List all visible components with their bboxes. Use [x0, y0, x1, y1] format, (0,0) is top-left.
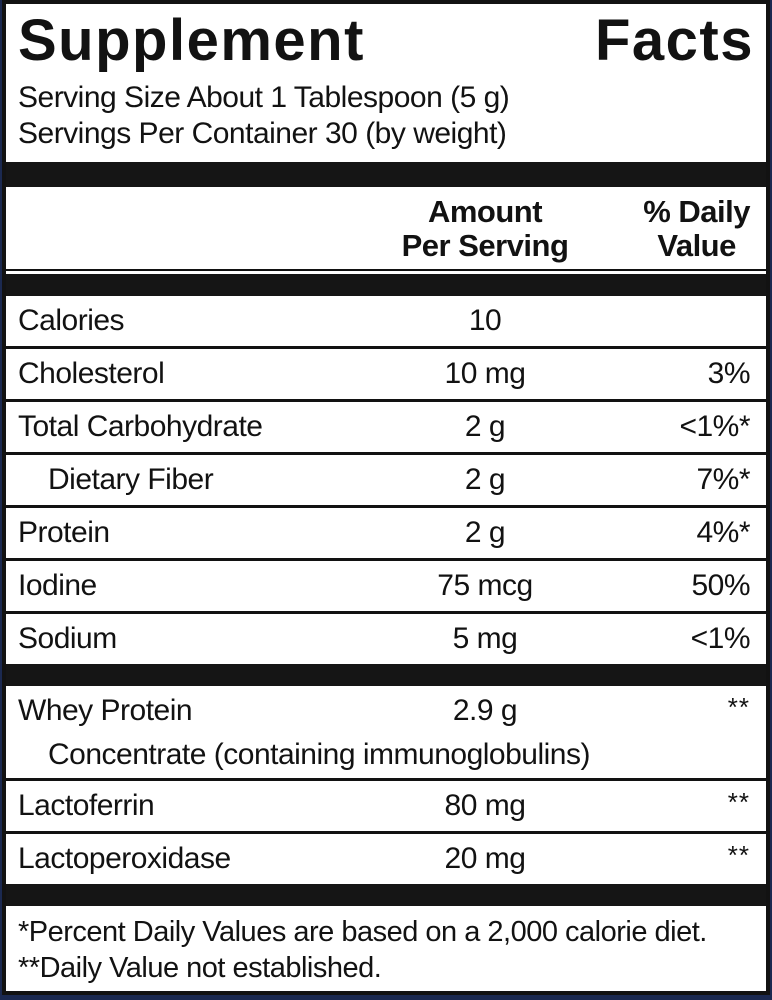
- title-word-left: Supplement: [18, 8, 365, 73]
- servings-per-container-line: Servings Per Container 30 (by weight): [18, 117, 507, 150]
- title-word-right: Facts: [594, 8, 754, 73]
- table-row-sodium: [6, 614, 766, 664]
- nutrient-amount: 2 g: [464, 516, 506, 549]
- column-header-row: [6, 187, 766, 271]
- section-divider-bar: [6, 884, 766, 906]
- nutrient-dv: 50%: [691, 569, 750, 602]
- nutrient-name: Iodine: [18, 569, 97, 602]
- supplement-facts-label: [2, 0, 770, 995]
- amount-per-serving-header: [360, 195, 610, 263]
- nutrient-amount: 5 mg: [452, 622, 518, 655]
- dv-header-line1: % Daily: [643, 194, 750, 229]
- nutrient-amount: 75 mcg: [437, 569, 533, 602]
- nutrient-amount: 20 mg: [444, 842, 526, 875]
- table-row-whey-protein: [6, 686, 766, 781]
- label-title: [6, 4, 766, 74]
- daily-value-header-stack: [643, 195, 750, 263]
- footnote-percent-dv: *Percent Daily Values are based on a 2,000 calorie diet.: [18, 916, 707, 948]
- nutrient-amount: 2 g: [464, 410, 506, 443]
- nutrient-dv: [610, 304, 750, 338]
- nutrient-dv: **: [727, 840, 750, 870]
- table-row-protein: [6, 508, 766, 561]
- table-row-iodine: [6, 561, 766, 614]
- nutrient-dv: 4%*: [696, 516, 750, 549]
- nutrient-name: Sodium: [18, 622, 117, 655]
- table-row-cholesterol: [6, 349, 766, 402]
- column-header-spacer: [18, 195, 360, 263]
- footnote-not-established: **Daily Value not established.: [18, 952, 382, 984]
- nutrient-amount: 10: [468, 304, 502, 337]
- table-row: [6, 686, 766, 736]
- section-divider-bar: [6, 664, 766, 686]
- nutrient-name: Lactoperoxidase: [18, 842, 231, 875]
- nutrient-dv: <1%: [690, 622, 750, 655]
- nutrient-name-continuation: Concentrate (containing immunoglobulins): [48, 738, 590, 771]
- nutrient-name: Protein: [18, 516, 110, 549]
- nutrient-dv: 3%: [707, 357, 750, 390]
- daily-value-header: [610, 195, 750, 263]
- footnotes: [6, 906, 766, 992]
- nutrient-dv: **: [727, 692, 750, 722]
- table-row-lactoferrin: [6, 781, 766, 834]
- nutrient-name: Cholesterol: [18, 357, 165, 390]
- table-row-calories: [6, 296, 766, 349]
- nutrient-dv: <1%*: [679, 410, 750, 443]
- section-divider-bar: [6, 162, 766, 187]
- nutrient-dv: **: [727, 787, 750, 817]
- serving-size-line: Serving Size About 1 Tablespoon (5 g): [18, 81, 510, 114]
- nutrient-name: Calories: [18, 304, 125, 337]
- nutrient-name: Total Carbohydrate: [18, 410, 263, 443]
- nutrient-dv: 7%*: [696, 463, 750, 496]
- serving-info: [6, 74, 766, 162]
- amount-header-line2: Per Serving: [401, 228, 569, 263]
- table-row-dietary-fiber: [6, 455, 766, 508]
- nutrient-amount: 10 mg: [444, 357, 526, 390]
- table-row-lactoperoxidase: [6, 834, 766, 884]
- nutrient-name: Lactoferrin: [18, 789, 155, 822]
- nutrient-amount: 2.9 g: [452, 694, 518, 727]
- nutrient-amount: 80 mg: [444, 789, 526, 822]
- section-divider-bar: [6, 274, 766, 296]
- nutrient-name: Whey Protein: [18, 694, 193, 727]
- table-row-total-carbohydrate: [6, 402, 766, 455]
- amount-header-line1: Amount: [427, 194, 543, 229]
- dv-header-line2: Value: [657, 228, 736, 263]
- nutrient-name: Dietary Fiber: [48, 463, 214, 496]
- nutrient-amount: 2 g: [464, 463, 506, 496]
